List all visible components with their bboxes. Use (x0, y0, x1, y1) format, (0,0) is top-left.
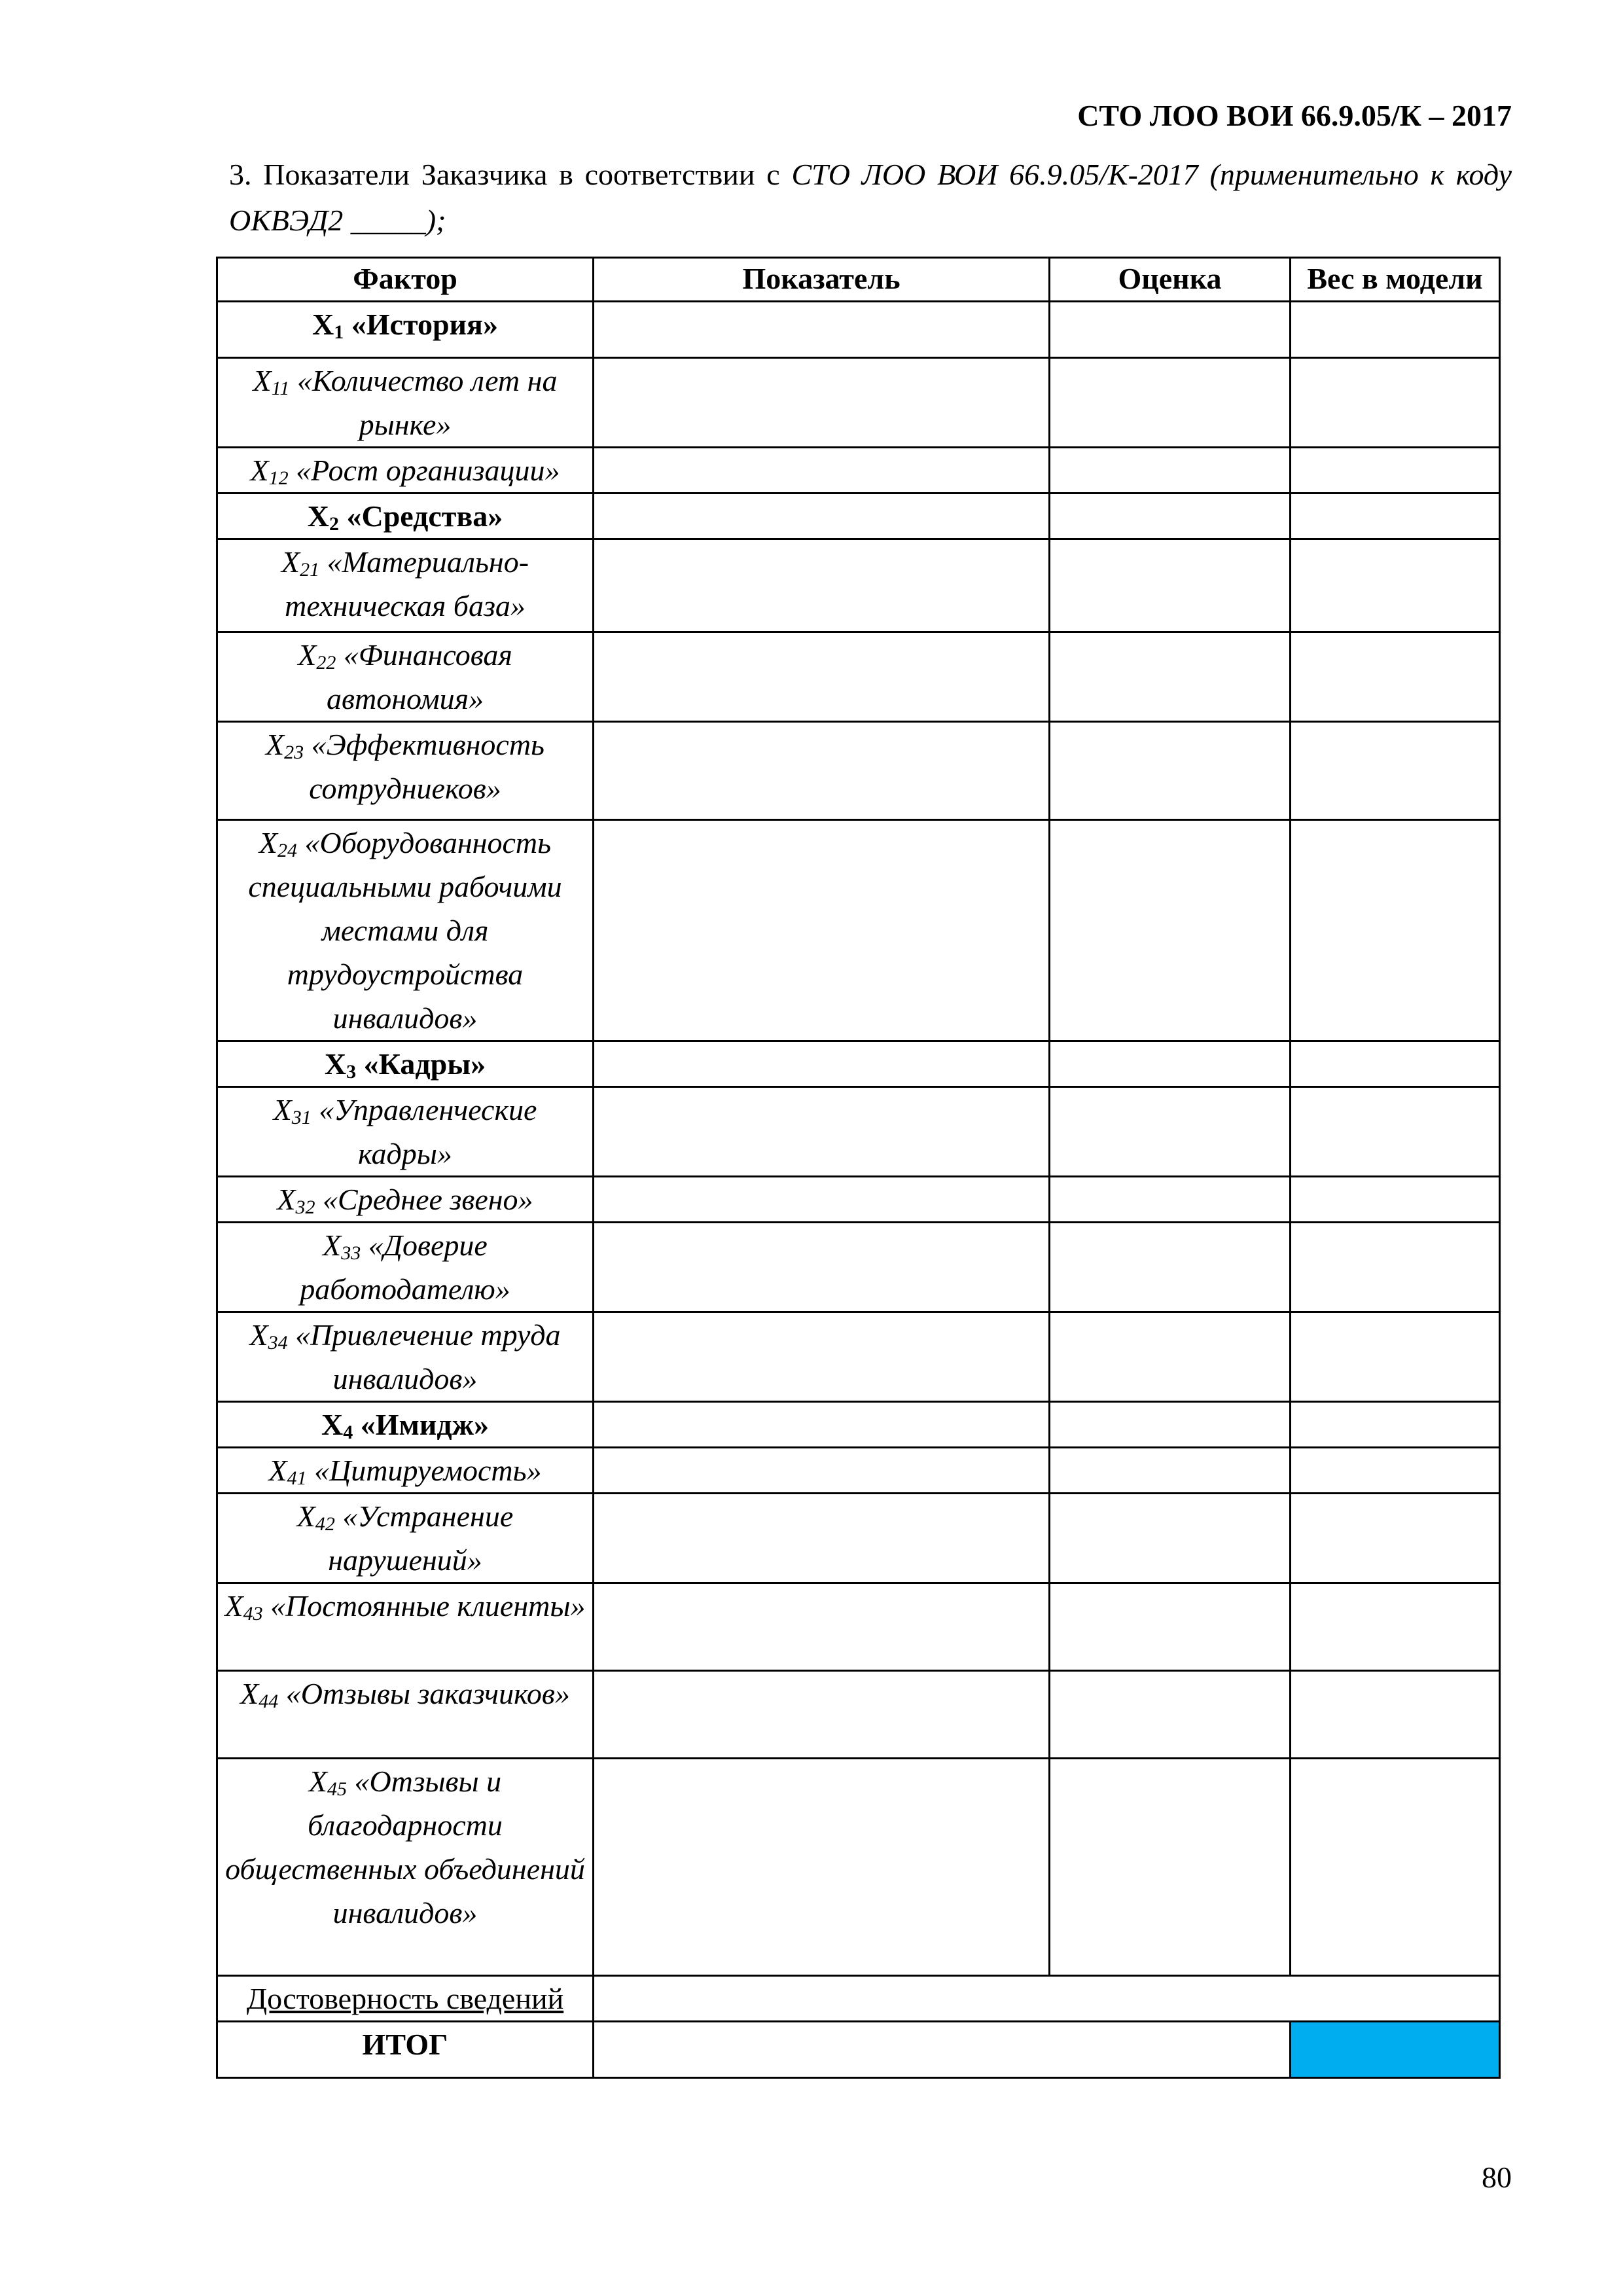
indicator-cell[interactable] (594, 1448, 1050, 1494)
score-cell[interactable] (1050, 1223, 1291, 1312)
factor-symbol: X (323, 1229, 342, 1262)
score-cell[interactable] (1050, 820, 1291, 1041)
reliability-value-cell[interactable] (594, 1976, 1500, 2022)
factor-name: «История» (344, 308, 498, 341)
indicator-cell[interactable] (594, 1583, 1050, 1671)
table-row (217, 358, 1500, 448)
factor-symbol: X (277, 1183, 296, 1216)
factor-cell (217, 1448, 594, 1494)
factor-cell (217, 539, 594, 632)
table-row (217, 302, 1500, 358)
factors-table (216, 257, 1501, 2079)
factor-symbol: X (259, 826, 278, 859)
factor-name: «Количество лет на рынке» (289, 364, 558, 441)
table-row (217, 1223, 1500, 1312)
reliability-row (217, 1976, 1500, 2022)
score-cell[interactable] (1050, 1402, 1291, 1448)
factor-symbol: X (312, 308, 334, 341)
factor-index: 2 (329, 513, 339, 535)
factor-name: «Доверие работодателю» (300, 1229, 510, 1306)
score-cell[interactable] (1050, 302, 1291, 358)
table-row (217, 632, 1500, 722)
weight-cell[interactable] (1291, 1759, 1500, 1976)
score-cell[interactable] (1050, 1494, 1291, 1583)
weight-cell[interactable] (1291, 820, 1500, 1041)
factor-index: 23 (284, 742, 304, 763)
factor-index: 31 (291, 1107, 312, 1128)
score-cell[interactable] (1050, 632, 1291, 722)
header-indicator: Показатель (594, 258, 1050, 302)
weight-cell[interactable] (1291, 1177, 1500, 1223)
weight-cell[interactable] (1291, 1041, 1500, 1087)
factor-symbol: X (296, 1499, 315, 1533)
factor-cell (217, 358, 594, 448)
factor-name: «Финансовая автономия» (327, 638, 512, 715)
factor-index: 44 (259, 1691, 279, 1712)
indicator-cell[interactable] (594, 1087, 1050, 1177)
factor-cell (217, 820, 594, 1041)
factor-index: 34 (268, 1332, 288, 1354)
weight-cell[interactable] (1291, 1448, 1500, 1494)
factor-name: «Материально-техническая база» (285, 545, 529, 622)
table-row (217, 1759, 1500, 1976)
indicator-cell[interactable] (594, 1494, 1050, 1583)
score-cell[interactable] (1050, 1583, 1291, 1671)
factor-symbol: X (298, 638, 317, 672)
factor-symbol: X (240, 1677, 259, 1710)
factor-symbol: X (273, 1093, 292, 1126)
indicator-cell[interactable] (594, 1312, 1050, 1402)
table-row (217, 1402, 1500, 1448)
table-body (217, 302, 1500, 1976)
factor-name: «Цитируемость» (306, 1454, 542, 1487)
factor-cell (217, 1312, 594, 1402)
factor-symbol: X (324, 1047, 347, 1081)
header-weight: Вес в модели (1291, 258, 1500, 302)
weight-cell[interactable] (1291, 1402, 1500, 1448)
factor-cell (217, 1494, 594, 1583)
factor-name: «Эффективность сотрудниеков» (304, 728, 544, 805)
score-cell[interactable] (1050, 1177, 1291, 1223)
factor-name: «Устранение нарушений» (328, 1499, 514, 1577)
table-row (217, 1312, 1500, 1402)
total-label: ИТОГ (217, 2022, 594, 2078)
indicator-cell[interactable] (594, 302, 1050, 358)
weight-cell[interactable] (1291, 1312, 1500, 1402)
indicator-cell[interactable] (594, 493, 1050, 539)
factor-name: «Управленческие кадры» (311, 1093, 537, 1170)
weight-cell[interactable] (1291, 358, 1500, 448)
weight-cell[interactable] (1291, 632, 1500, 722)
factor-name: «Имидж» (353, 1408, 489, 1441)
reliability-label: Достоверность сведений (217, 1976, 594, 2022)
factor-index: 1 (334, 321, 344, 343)
factor-cell (217, 1671, 594, 1759)
table-row (217, 448, 1500, 493)
table-row (217, 1177, 1500, 1223)
factor-name: «Рост организации» (288, 454, 560, 487)
factor-cell (217, 632, 594, 722)
document-code-header: СТО ЛОО ВОИ 66.9.05/К – 2017 (1077, 99, 1512, 132)
indicator-cell[interactable] (594, 1402, 1050, 1448)
header-score: Оценка (1050, 258, 1291, 302)
indicator-cell[interactable] (594, 722, 1050, 820)
factor-index: 32 (295, 1196, 315, 1218)
factor-cell (217, 1583, 594, 1671)
table-row (217, 1448, 1500, 1494)
factor-symbol: X (308, 1765, 327, 1798)
factor-symbol: X (224, 1589, 243, 1623)
weight-cell[interactable] (1291, 1223, 1500, 1312)
factor-index: 3 (346, 1061, 357, 1083)
intro-italic-text: СТО ЛОО ВОИ 66.9.05/К-2017 (применительно к коду ОКВЭД2 _____); (229, 158, 1512, 237)
factor-index: 33 (341, 1242, 361, 1264)
indicator-cell[interactable] (594, 1671, 1050, 1759)
factor-group-cell (217, 302, 594, 358)
factor-name: «Средства» (338, 499, 503, 533)
factor-symbol: X (268, 1454, 287, 1487)
factor-index: 4 (343, 1422, 353, 1443)
score-cell[interactable] (1050, 539, 1291, 632)
factor-symbol: X (307, 499, 329, 533)
factor-name: «Оборудованность специальными рабочими местами для трудоустройства инвалидов» (248, 826, 562, 1035)
factor-symbol: X (253, 364, 272, 397)
indicator-cell[interactable] (594, 1177, 1050, 1223)
factor-cell (217, 1759, 594, 1976)
weight-cell[interactable] (1291, 1671, 1500, 1759)
table-header-row (217, 258, 1500, 302)
indicator-cell[interactable] (594, 539, 1050, 632)
factor-symbol: X (249, 1318, 268, 1352)
score-cell[interactable] (1050, 1312, 1291, 1402)
score-cell[interactable] (1050, 493, 1291, 539)
factor-group-cell (217, 1402, 594, 1448)
factor-name: «Отзывы заказчиков» (278, 1677, 570, 1710)
factor-name: «Привлечение труда инвалидов» (287, 1318, 561, 1395)
weight-cell[interactable] (1291, 1583, 1500, 1671)
weight-cell[interactable] (1291, 1494, 1500, 1583)
factor-name: «Кадры» (356, 1047, 486, 1081)
table-row (217, 1041, 1500, 1087)
score-cell[interactable] (1050, 1087, 1291, 1177)
indicator-cell[interactable] (594, 1041, 1050, 1087)
factor-index: 11 (271, 378, 290, 399)
factor-name: «Отзывы и благодарности общественных объединений инвалидов» (225, 1765, 585, 1929)
indicator-cell[interactable] (594, 632, 1050, 722)
factor-index: 41 (287, 1467, 307, 1489)
weight-cell[interactable] (1291, 302, 1500, 358)
weight-cell[interactable] (1291, 539, 1500, 632)
table-row (217, 1087, 1500, 1177)
score-cell[interactable] (1050, 448, 1291, 493)
score-cell[interactable] (1050, 358, 1291, 448)
weight-cell[interactable] (1291, 493, 1500, 539)
factor-group-cell (217, 493, 594, 539)
score-cell[interactable] (1050, 1671, 1291, 1759)
factor-index: 12 (268, 467, 289, 489)
factor-index: 45 (327, 1778, 347, 1800)
factor-group-cell (217, 1041, 594, 1087)
weight-cell[interactable] (1291, 722, 1500, 820)
factor-symbol: X (266, 728, 285, 761)
factor-index: 22 (316, 652, 336, 673)
table-row (217, 493, 1500, 539)
indicator-cell[interactable] (594, 820, 1050, 1041)
intro-paragraph (229, 152, 1512, 243)
weight-cell[interactable] (1291, 1087, 1500, 1177)
factor-cell (217, 722, 594, 820)
factor-index: 24 (277, 840, 298, 861)
table-row (217, 722, 1500, 820)
table-row (217, 820, 1500, 1041)
factor-cell (217, 448, 594, 493)
factor-index: 43 (243, 1603, 263, 1624)
total-weight-cell[interactable] (1291, 2022, 1500, 2078)
indicator-cell[interactable] (594, 1759, 1050, 1976)
score-cell[interactable] (1050, 1759, 1291, 1976)
factor-symbol: X (321, 1408, 344, 1441)
table-row (217, 1583, 1500, 1671)
total-value-cell[interactable] (594, 2022, 1291, 2078)
indicator-cell[interactable] (594, 358, 1050, 448)
factor-symbol: X (281, 545, 300, 579)
table-row (217, 1671, 1500, 1759)
indicator-cell[interactable] (594, 1223, 1050, 1312)
factor-cell (217, 1223, 594, 1312)
score-cell[interactable] (1050, 1448, 1291, 1494)
factor-cell (217, 1177, 594, 1223)
intro-text: 3. Показатели Заказчика в соответствии с (229, 158, 792, 191)
indicator-cell[interactable] (594, 448, 1050, 493)
total-row (217, 2022, 1500, 2078)
factor-cell (217, 1087, 594, 1177)
score-cell[interactable] (1050, 1041, 1291, 1087)
factor-index: 21 (300, 559, 320, 581)
factor-name: «Среднее звено» (315, 1183, 533, 1216)
header-factor: Фактор (217, 258, 594, 302)
factor-index: 42 (315, 1513, 335, 1535)
page-number: 80 (1482, 2161, 1512, 2194)
score-cell[interactable] (1050, 722, 1291, 820)
factor-symbol: X (250, 454, 269, 487)
weight-cell[interactable] (1291, 448, 1500, 493)
factor-name: «Постоянные клиенты» (262, 1589, 586, 1623)
table-row (217, 1494, 1500, 1583)
table-row (217, 539, 1500, 632)
